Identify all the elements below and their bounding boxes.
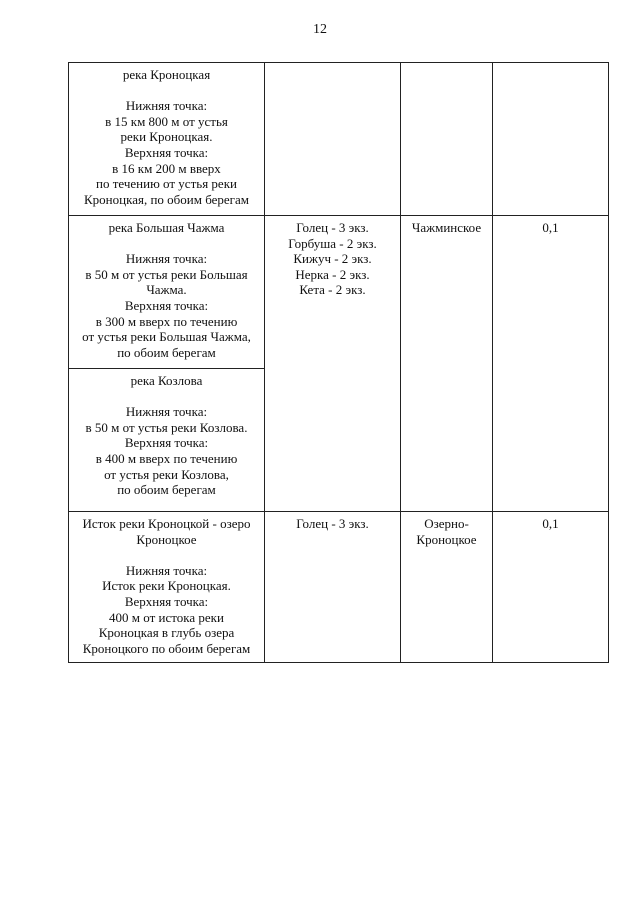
site-cell: Чажминское: [401, 216, 493, 512]
value-cell: 0,1: [493, 216, 609, 512]
value-cell: 0,1: [493, 512, 609, 663]
location-cell: река Козлова Нижняя точка: в 50 м от устья реки Козлова. Верхняя точка: в 400 м вверх по течению от устья реки Козлова, по обоим берегам: [69, 369, 265, 512]
species-cell: [265, 63, 401, 216]
fishing-sites-table: [68, 62, 609, 663]
page-number: 12: [313, 22, 327, 37]
site-cell: Озерно- Кроноцкое: [401, 512, 493, 663]
table-row: [69, 216, 609, 369]
table-row: [69, 63, 609, 216]
value-cell: [493, 63, 609, 216]
location-cell: Исток реки Кроноцкой - озеро Кроноцкое Нижняя точка: Исток реки Кроноцкая. Верхняя точка: 400 м от истока реки Кроноцкая в глубь озера Кроноцкого по обоим берегам: [69, 512, 265, 663]
species-cell: Голец - 3 экз. Горбуша - 2 экз. Кижуч - 2 экз. Нерка - 2 экз. Кета - 2 экз.: [265, 216, 401, 512]
site-cell: [401, 63, 493, 216]
location-cell: река Большая Чажма Нижняя точка: в 50 м от устья реки Большая Чажма. Верхняя точка: в 300 м вверх по течению от устья реки Большая Чажма, по обоим берегам: [69, 216, 265, 369]
table-row: [69, 512, 609, 663]
species-cell: Голец - 3 экз.: [265, 512, 401, 663]
location-cell: река Кроноцкая Нижняя точка: в 15 км 800 м от устья реки Кроноцкая. Верхняя точка: в 16 км 200 м вверх по течению от устья реки Кроноцкая, по обоим берегам: [69, 63, 265, 216]
